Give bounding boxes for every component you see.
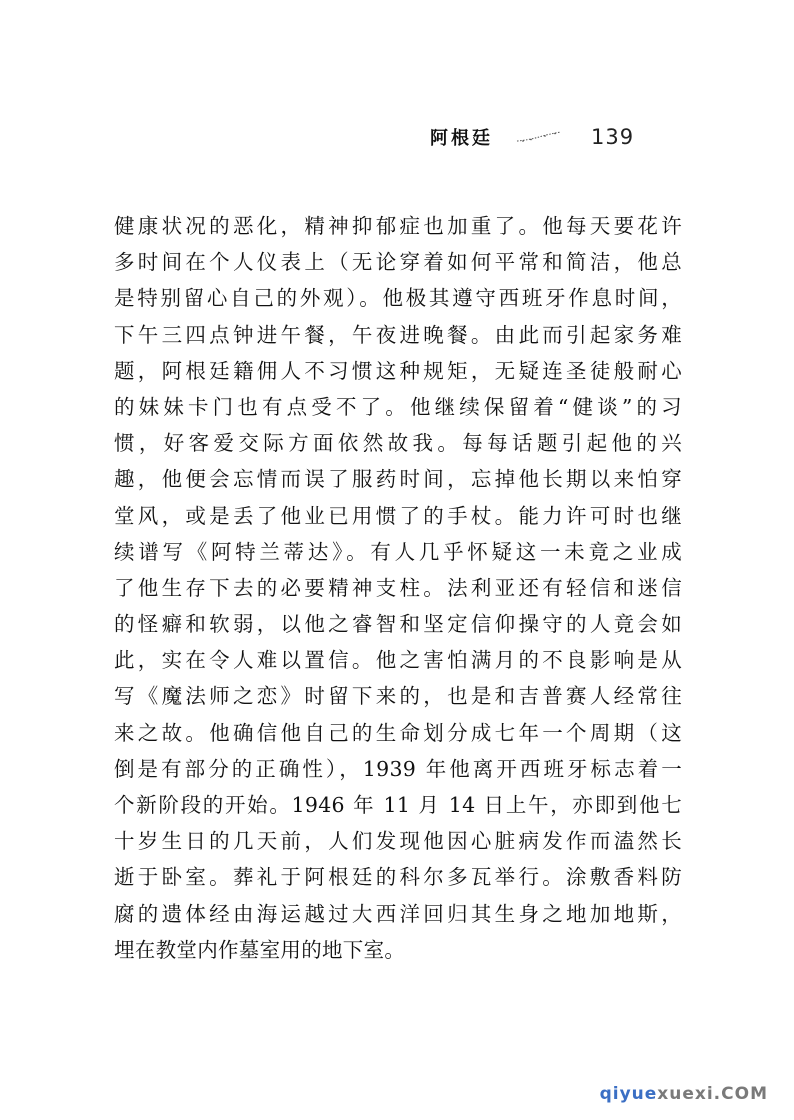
text-line: 健康状况的恶化，精神抑郁症也加重了。他每天要花许 [114, 214, 682, 238]
running-header [430, 122, 634, 152]
text-line: 的怪癖和软弱，以他之睿智和坚定信仰操守的人竟会如 [114, 612, 682, 637]
header-title: 阿根廷 [430, 128, 493, 149]
page-number: 139 [591, 125, 635, 149]
text-line: 了他生存下去的必要精神支柱。法利亚还有轻信和迷信 [114, 575, 682, 600]
watermark-part-2: xuexi.COM [657, 1084, 768, 1104]
text-line: 十岁生日的几天前，人们发现他因心脏病发作而溘然长 [114, 829, 682, 854]
text-line: 写《魔法师之恋》时留下来的，也是和吉普赛人经常往 [114, 684, 682, 709]
text-line: 此，实在令人难以置信。他之害怕满月的不良影响是从 [114, 648, 682, 673]
text-line: 续谱写《阿特兰蒂达》。有人几乎怀疑这一未竟之业成 [114, 539, 682, 564]
text-line: 多时间在个人仪表上（无论穿着如何平常和简洁，他总 [114, 250, 682, 275]
text-line: 趣，他便会忘情而误了服药时间，忘掉他长期以来怕穿 [114, 467, 682, 492]
text-line: 倒是有部分的正确性），1939 年他离开西班牙标志着一 [114, 756, 682, 781]
text-line: 腐的遗体经由海运越过大西洋回归其生身之地加地斯， [114, 901, 682, 926]
text-line: 题，阿根廷籍佣人不习惯这种规矩，无疑连圣徒般耐心 [114, 358, 682, 383]
text-line: 是特别留心自己的外观）。他极其遵守西班牙作息时间， [114, 286, 682, 311]
watermark-part-1: qiyue [599, 1084, 658, 1104]
text-line: 逝于卧室。葬礼于阿根廷的科尔多瓦举行。涂敷香料防 [114, 865, 682, 890]
text-line: 埋在教堂内作墓室用的地下室。 [114, 937, 406, 962]
body-text [114, 208, 682, 968]
text-line: 个新阶段的开始。1946 年 11 月 14 日上午，亦即到他七 [114, 793, 682, 817]
site-watermark [600, 1084, 768, 1104]
text-line: 惯，好客爱交际方面依然故我。每每话题引起他的兴 [114, 431, 682, 456]
text-line: 的妹妹卡门也有点受不了。他继续保留着“健谈”的习 [114, 394, 682, 419]
text-line: 堂风，或是丢了他业已用惯了的手杖。能力许可时也继 [114, 503, 682, 528]
text-line: 下午三四点钟进午餐，午夜进晚餐。由此而引起家务难 [114, 322, 682, 347]
text-line: 来之故。他确信他自己的生命划分成七年一个周期（这 [114, 720, 682, 745]
header-ornament-icon [515, 130, 563, 144]
